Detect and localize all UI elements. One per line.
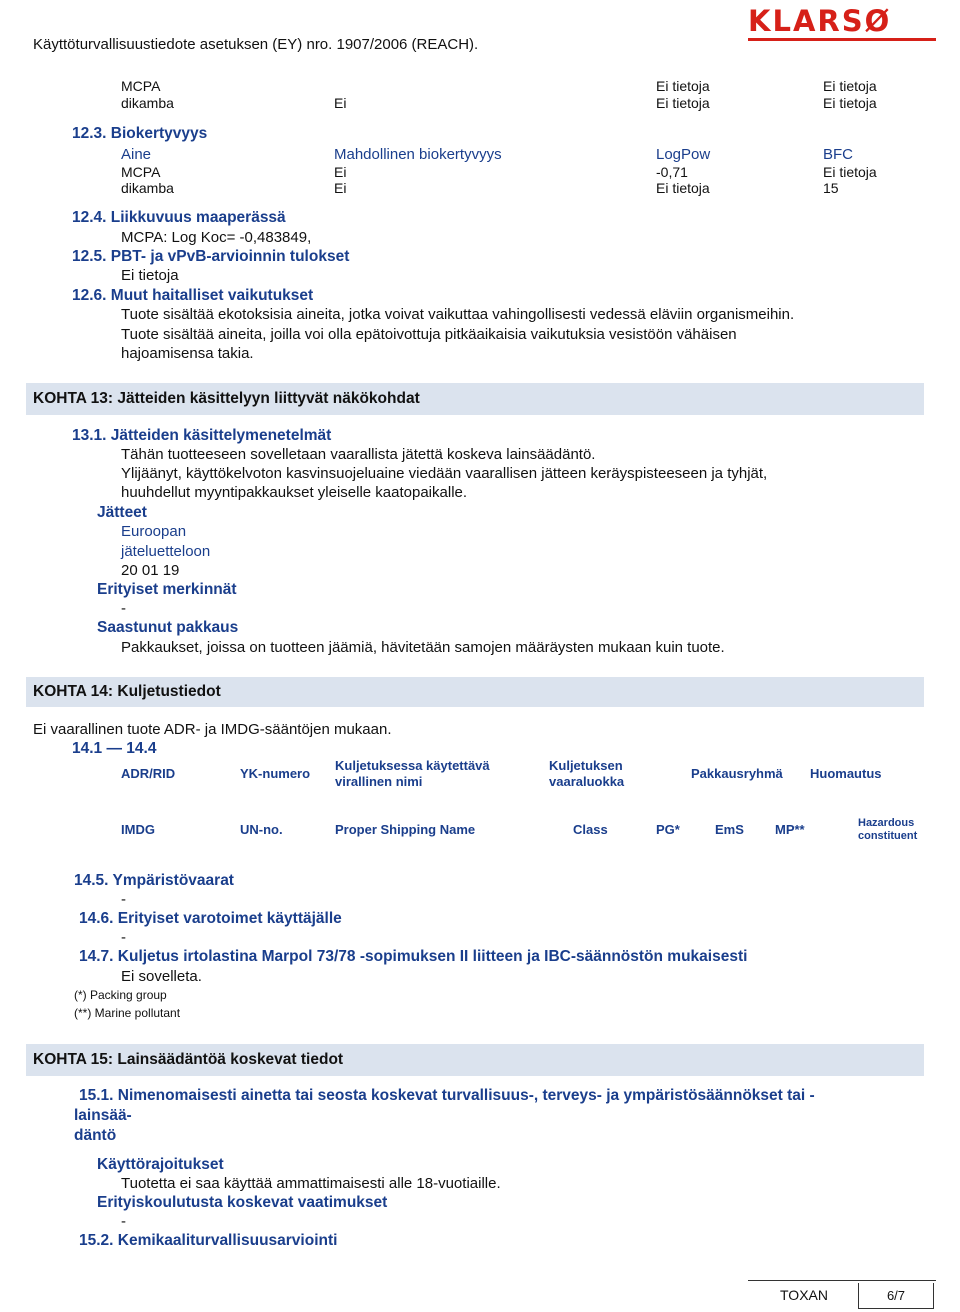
tox-row-value: Ei tietoja: [823, 95, 877, 111]
table-cell: Ei tietoja: [656, 180, 710, 196]
adr-header: vaaraluokka: [549, 774, 625, 789]
klarso-logo: KLARSØ: [748, 4, 892, 38]
adr-header: Huomautus: [810, 766, 882, 781]
erityiset-heading: Erityiset merkinnät: [97, 581, 237, 598]
heading-14-7: 14.7. Kuljetus irtolastina Marpol 73/78 -sopimuksen II liitteen ja IBC-säännöstön mukaisesti: [79, 948, 748, 965]
footer-divider: [748, 1280, 936, 1281]
logo-underline: [748, 38, 936, 41]
heading-12-6: 12.6. Muut haitalliset vaikutukset: [72, 287, 314, 304]
table-cell: dikamba: [121, 180, 174, 196]
waste-text: huuhdellut myyntipakkaukset yleiselle kaatopaikalle.: [121, 484, 468, 501]
saastunut-text: Pakkaukset, joissa on tuotteen jäämiä, hävitetään samojen määräysten mukaan kuin tuote.: [121, 639, 725, 656]
imdg-header: IMDG: [121, 822, 155, 837]
column-header: Aine: [121, 146, 152, 163]
effects-text: Tuote sisältää ekotoksisia aineita, jotka voivat vaikuttaa vahingollisesti vedessä eläviin organismeihin.: [121, 306, 795, 323]
saastunut-heading: Saastunut pakkaus: [97, 619, 239, 636]
tox-row-value: Ei: [334, 95, 347, 111]
section-13-title: KOHTA 13: Jätteiden käsittelyyn liittyvät näkökohdat: [26, 383, 924, 415]
value-14-5: -: [121, 891, 126, 908]
table-cell: Ei: [334, 180, 347, 196]
column-header: LogPow: [656, 146, 711, 163]
section-14-title: KOHTA 14: Kuljetustiedot: [26, 677, 924, 707]
table-cell: MCPA: [121, 164, 161, 180]
tox-row-value: Ei tietoja: [656, 78, 710, 94]
waste-text: Tähän tuotteeseen sovelletaan vaarallista jätettä koskeva lainsäädäntö.: [121, 446, 596, 463]
table-cell: Ei: [334, 164, 347, 180]
adr-header: virallinen nimi: [335, 774, 423, 789]
effects-text: hajoamisensa takia.: [121, 345, 254, 362]
imdg-header: constituent: [858, 830, 918, 842]
tox-row-name: MCPA: [121, 78, 161, 94]
jateluettelo-label: jäteluetteloon: [121, 543, 211, 560]
value-14-6: -: [121, 929, 126, 946]
euroopan-label: Euroopan: [121, 523, 187, 540]
imdg-header: Class: [573, 822, 608, 837]
heading-12-3: 12.3. Biokertyvyys: [72, 125, 208, 142]
table-cell: -0,71: [656, 164, 688, 180]
heading-15-2: 15.2. Kemikaaliturvallisuusarviointi: [79, 1232, 338, 1249]
adr-header: YK-numero: [240, 766, 311, 781]
heading-14-1-4: 14.1 — 14.4: [72, 740, 157, 757]
table-cell: Ei tietoja: [823, 164, 877, 180]
heading-13-1: 13.1. Jätteiden käsittelymenetelmät: [72, 427, 332, 444]
tox-row-name: dikamba: [121, 95, 174, 111]
tox-row-value: Ei tietoja: [823, 78, 877, 94]
heading-12-4: 12.4. Liikkuvuus maaperässä: [72, 209, 286, 226]
effects-text: Tuote sisältää aineita, joilla voi olla epätoivottuja pitkäaikaisia vaikutuksia vesistöön vähäisen: [121, 326, 737, 343]
tox-row-value: Ei tietoja: [656, 95, 710, 111]
adr-header: ADR/RID: [121, 766, 176, 781]
heading-15-1: 15.1. Nimenomaisesti ainetta tai seosta koskevat turvallisuus-, terveys- ja ympäristösäännökset tai -: [79, 1087, 815, 1104]
waste-text: Ylijäänyt, käyttökelvoton kasvinsuojeluaine viedään vaarallisen jätteen keräyspisteeseen ja tyhjät,: [121, 465, 768, 482]
erityiset-value: -: [121, 600, 126, 617]
koc-text: MCPA: Log Koc= -0,483849,: [121, 229, 312, 246]
adr-header: Pakkausryhmä: [691, 766, 783, 781]
koulutus-heading: Erityiskoulutusta koskevat vaatimukset: [97, 1194, 388, 1211]
koulutus-value: -: [121, 1213, 126, 1230]
column-header: BFC: [823, 146, 853, 163]
heading-15-1-cont: däntö: [74, 1127, 117, 1144]
heading-12-5: 12.5. PBT- ja vPvB-arvioinnin tulokset: [72, 248, 350, 265]
note-packing-group: (*) Packing group: [74, 988, 167, 1002]
table-cell: 15: [823, 180, 839, 196]
adr-header: Kuljetuksen: [549, 758, 623, 773]
imdg-header: UN-no.: [240, 822, 283, 837]
column-header: Mahdollinen biokertyvyys: [334, 146, 502, 163]
jatteet-heading: Jätteet: [97, 504, 147, 521]
waste-code: 20 01 19: [121, 562, 180, 579]
note-marine-pollutant: (**) Marine pollutant: [74, 1006, 181, 1020]
imdg-header: MP**: [775, 822, 805, 837]
imdg-header: Proper Shipping Name: [335, 822, 476, 837]
transport-intro: Ei vaarallinen tuote ADR- ja IMDG-sääntöjen mukaan.: [33, 721, 392, 738]
heading-14-5: 14.5. Ympäristövaarat: [74, 872, 234, 889]
imdg-header: EmS: [715, 822, 744, 837]
adr-header: Kuljetuksessa käytettävä: [335, 758, 490, 773]
heading-15-1-cont: lainsää-: [74, 1107, 132, 1124]
regulation-header: Käyttöturvallisuustiedote asetuksen (EY) nro. 1907/2006 (REACH).: [33, 36, 479, 53]
footer-company: TOXAN: [780, 1287, 828, 1303]
heading-14-6: 14.6. Erityiset varotoimet käyttäjälle: [79, 910, 342, 927]
pbt-text: Ei tietoja: [121, 267, 179, 284]
value-14-7: Ei sovelleta.: [121, 968, 202, 985]
page-number: 6/7: [858, 1283, 934, 1309]
section-15-title: KOHTA 15: Lainsäädäntöä koskevat tiedot: [26, 1044, 924, 1076]
imdg-header: PG*: [656, 822, 680, 837]
kayttorajoitukset-text: Tuotetta ei saa käyttää ammattimaisesti alle 18-vuotiaille.: [121, 1175, 501, 1192]
kayttorajoitukset-heading: Käyttörajoitukset: [97, 1156, 224, 1173]
imdg-header: Hazardous: [858, 817, 915, 829]
